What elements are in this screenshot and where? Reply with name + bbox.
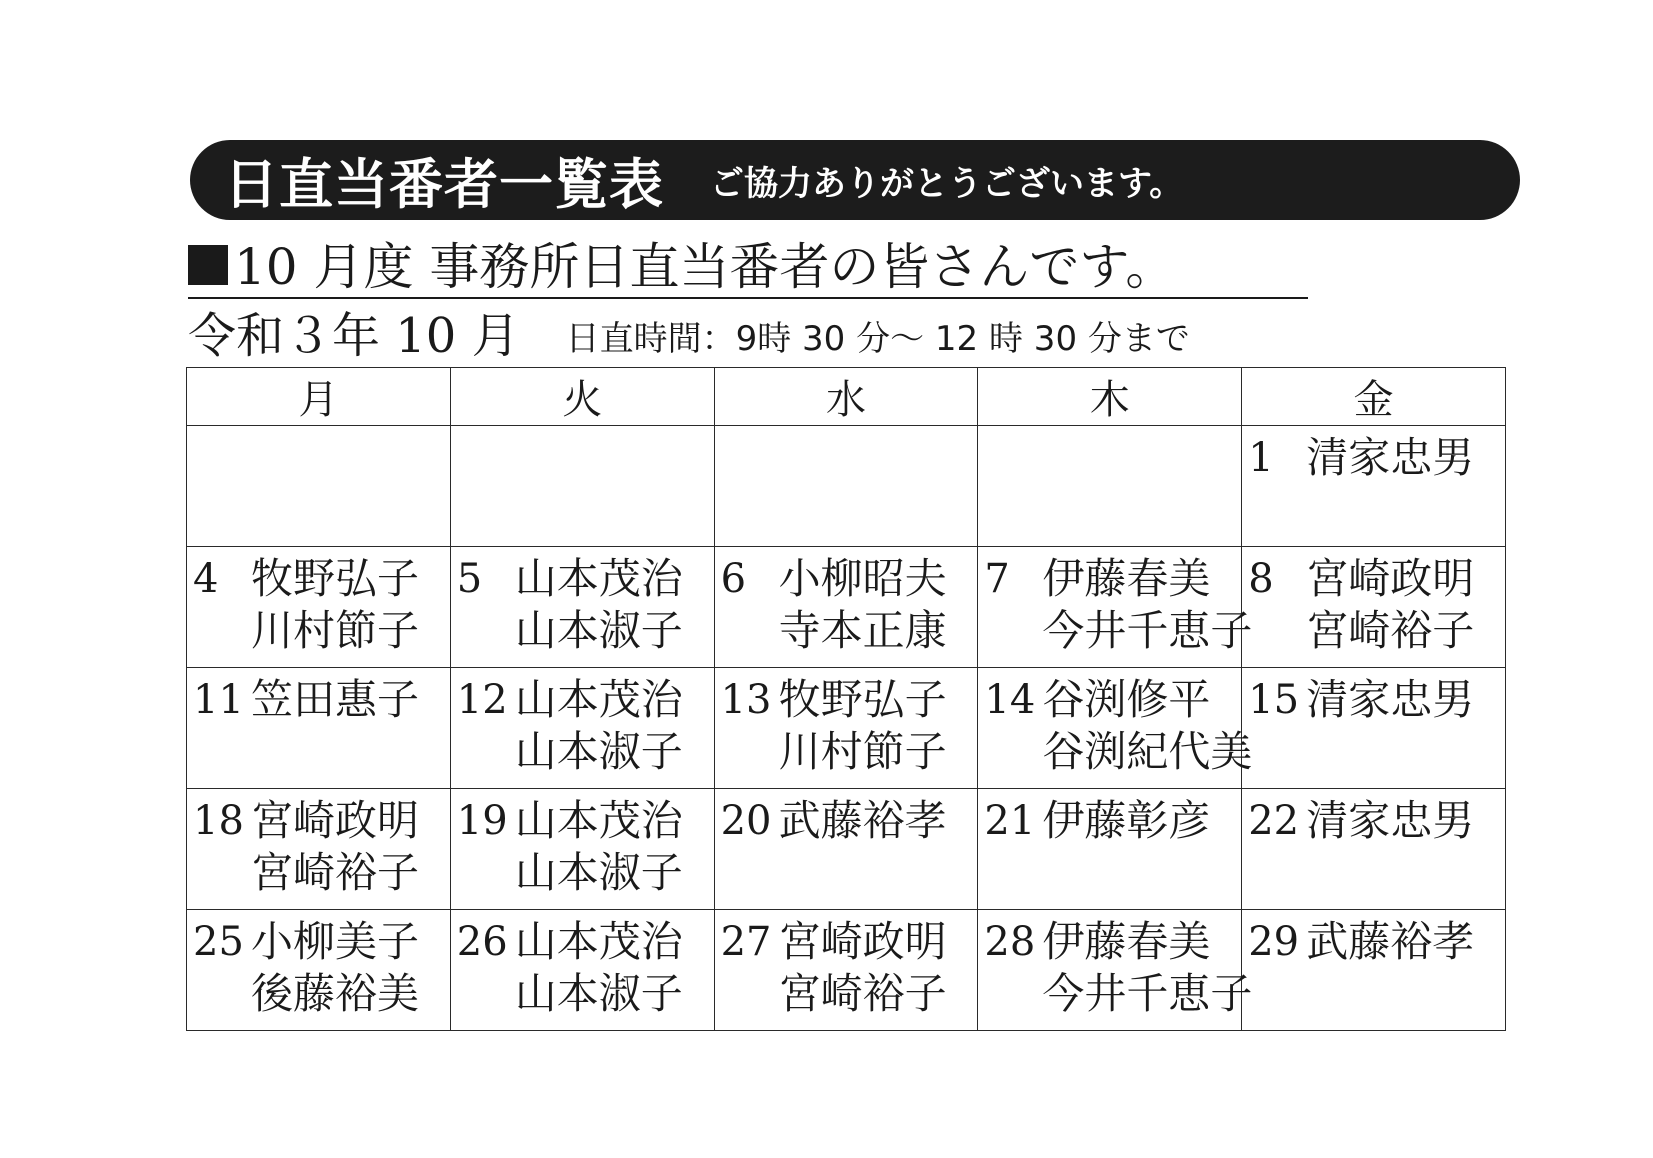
week-row [187,426,1506,547]
day-number: 13 [720,677,772,723]
day-cell-content [187,668,450,726]
duty-person-name: 山本茂治 [514,675,683,724]
day-number: 1 [1248,435,1274,481]
duty-person-name: 小柳美子 [251,917,420,966]
day-cell [187,547,451,668]
day-number: 20 [720,798,772,844]
duty-names [1306,432,1474,484]
day-number: 5 [456,556,483,602]
day-number: 19 [456,798,508,844]
day-number: 12 [456,677,508,723]
day-cell [1242,789,1506,910]
day-cell [714,426,978,547]
day-cell [714,789,978,910]
day-cell [978,910,1253,1031]
day-cell [714,547,978,668]
day-cell [1242,547,1506,668]
day-number: 14 [984,677,1036,723]
weekday-mon: 月 [187,368,451,426]
title-banner [190,140,1520,220]
day-number: 4 [193,556,219,602]
duty-person-name: 宮崎裕子 [251,848,420,897]
day-cell [187,668,451,789]
duty-names [251,553,419,657]
black-square-icon [188,245,228,285]
day-cell [187,789,451,910]
duty-names [251,795,419,899]
day-cell-content [1242,426,1505,484]
duty-person-name: 武藤裕孝 [1306,917,1475,966]
duty-names [779,553,947,657]
day-cell-content [715,910,978,1020]
day-number: 26 [456,919,508,965]
duty-person-name: 笠田惠子 [251,675,420,724]
day-number: 21 [984,798,1036,844]
day-cell-content [187,789,450,899]
section-heading [188,233,1308,299]
day-cell-content [978,426,1241,432]
day-number: 8 [1248,556,1274,602]
duty-names [1042,553,1252,657]
duty-person-name: 寺本正康 [778,606,947,655]
day-number: 29 [1248,919,1300,965]
duty-person-name: 山本茂治 [514,796,683,845]
duty-names [251,674,419,726]
duty-person-name: 清家忠男 [1306,675,1475,724]
duty-names [1306,795,1474,847]
day-cell-content [451,547,714,657]
day-cell [450,426,714,547]
day-cell-content [187,910,450,1020]
duty-names [1306,674,1474,726]
duty-names [1306,916,1474,968]
week-row [187,547,1506,668]
banner-subtitle: ご協力ありがとうございます。 [710,163,1184,204]
duty-person-name: 山本淑子 [514,606,683,655]
day-number: 18 [193,798,244,844]
duty-person-name: 谷渕修平 [1042,675,1211,724]
duty-person-name: 伊藤春美 [1042,554,1211,603]
day-cell [1242,668,1506,789]
day-cell-content [451,668,714,778]
duty-person-name: 宮崎政明 [251,796,420,845]
duty-person-name: 山本淑子 [514,727,683,776]
duty-names [515,553,683,657]
duty-names [251,916,419,1020]
day-cell-content [978,668,1253,778]
day-number: 27 [720,919,772,965]
duty-names [779,795,947,847]
duty-person-name: 山本茂治 [514,917,683,966]
day-cell [978,668,1253,789]
day-cell-content [978,789,1241,847]
duty-person-name: 宮崎政明 [1306,554,1475,603]
day-cell-content [187,426,450,432]
day-cell-content [1242,547,1505,657]
duty-names [779,916,947,1020]
duty-person-name: 清家忠男 [1306,796,1475,845]
day-number: 11 [193,677,244,723]
duty-names [515,674,683,778]
day-number: 28 [984,919,1036,965]
day-cell-content [451,910,714,1020]
weekday-wed: 水 [714,368,978,426]
duty-person-name: 山本淑子 [514,969,683,1018]
week-row [187,789,1506,910]
day-cell-content [715,547,978,657]
duty-person-name: 今井千恵子 [1042,606,1253,655]
duty-person-name: 武藤裕孝 [778,796,947,845]
day-cell [714,910,978,1031]
duty-person-name: 後藤裕美 [251,969,420,1018]
duty-person-name: 川村節子 [778,727,947,776]
duty-person-name: 川村節子 [251,606,420,655]
duty-person-name: 山本淑子 [514,848,683,897]
day-cell-content [187,547,450,657]
day-number: 22 [1248,798,1300,844]
day-number: 25 [193,919,244,965]
day-cell [978,789,1242,910]
day-cell-content [451,789,714,899]
day-cell [714,668,978,789]
day-cell-content [1242,910,1505,968]
duty-person-name: 今井千恵子 [1042,969,1253,1018]
duty-person-name: 清家忠男 [1306,433,1475,482]
duty-person-name: 牧野弘子 [778,675,947,724]
day-cell-content [978,547,1253,657]
week-row [187,910,1506,1031]
duty-names [779,674,947,778]
duty-hours: 日直時間：9時 30 分～ 12 時 30 分まで [565,319,1190,359]
duty-person-name: 宮崎政明 [778,917,947,966]
duty-person-name: 谷渕紀代美 [1042,727,1253,776]
weekday-thu: 木 [978,368,1242,426]
duty-names [1042,795,1210,847]
duty-names [1042,916,1252,1020]
banner-title: 日直当番者一覧表 [224,152,664,216]
duty-person-name: 牧野弘子 [251,554,420,603]
duty-person-name: 宮崎裕子 [1306,606,1475,655]
day-cell [450,668,714,789]
month-label: 令和３年 10 月 [188,308,520,364]
day-cell [1242,910,1506,1031]
day-number: 6 [720,556,747,602]
duty-calendar [186,367,1506,1031]
day-cell [450,910,714,1031]
day-cell-content [715,789,978,847]
day-number: 7 [984,556,1010,602]
week-row [187,668,1506,789]
day-cell-content [451,426,714,432]
day-cell [450,789,714,910]
day-cell [978,547,1253,668]
day-cell [978,426,1242,547]
duty-names [515,916,683,1020]
weekday-tue: 火 [450,368,714,426]
duty-person-name: 宮崎裕子 [778,969,947,1018]
day-cell-content [1242,668,1505,726]
duty-names [515,795,683,899]
duty-person-name: 伊藤春美 [1042,917,1211,966]
day-cell [1242,426,1506,547]
duty-names [1042,674,1252,778]
duty-names [1306,553,1474,657]
day-cell [187,910,451,1031]
calendar-body [187,426,1506,1031]
duty-person-name: 山本茂治 [514,554,683,603]
day-number: 15 [1248,677,1300,723]
day-cell-content [715,426,978,432]
day-cell [450,547,714,668]
day-cell [187,426,451,547]
section-heading-text: 10 月度 事務所日直当番者の皆さんです。 [234,238,1176,296]
duty-person-name: 小柳昭夫 [778,554,947,603]
day-cell-content [1242,789,1505,847]
date-line [188,305,1518,365]
day-cell-content [978,910,1253,1020]
weekday-fri: 金 [1242,368,1506,426]
weekday-header-row [187,368,1506,426]
day-cell-content [715,668,978,778]
duty-person-name: 伊藤彰彦 [1042,796,1211,845]
